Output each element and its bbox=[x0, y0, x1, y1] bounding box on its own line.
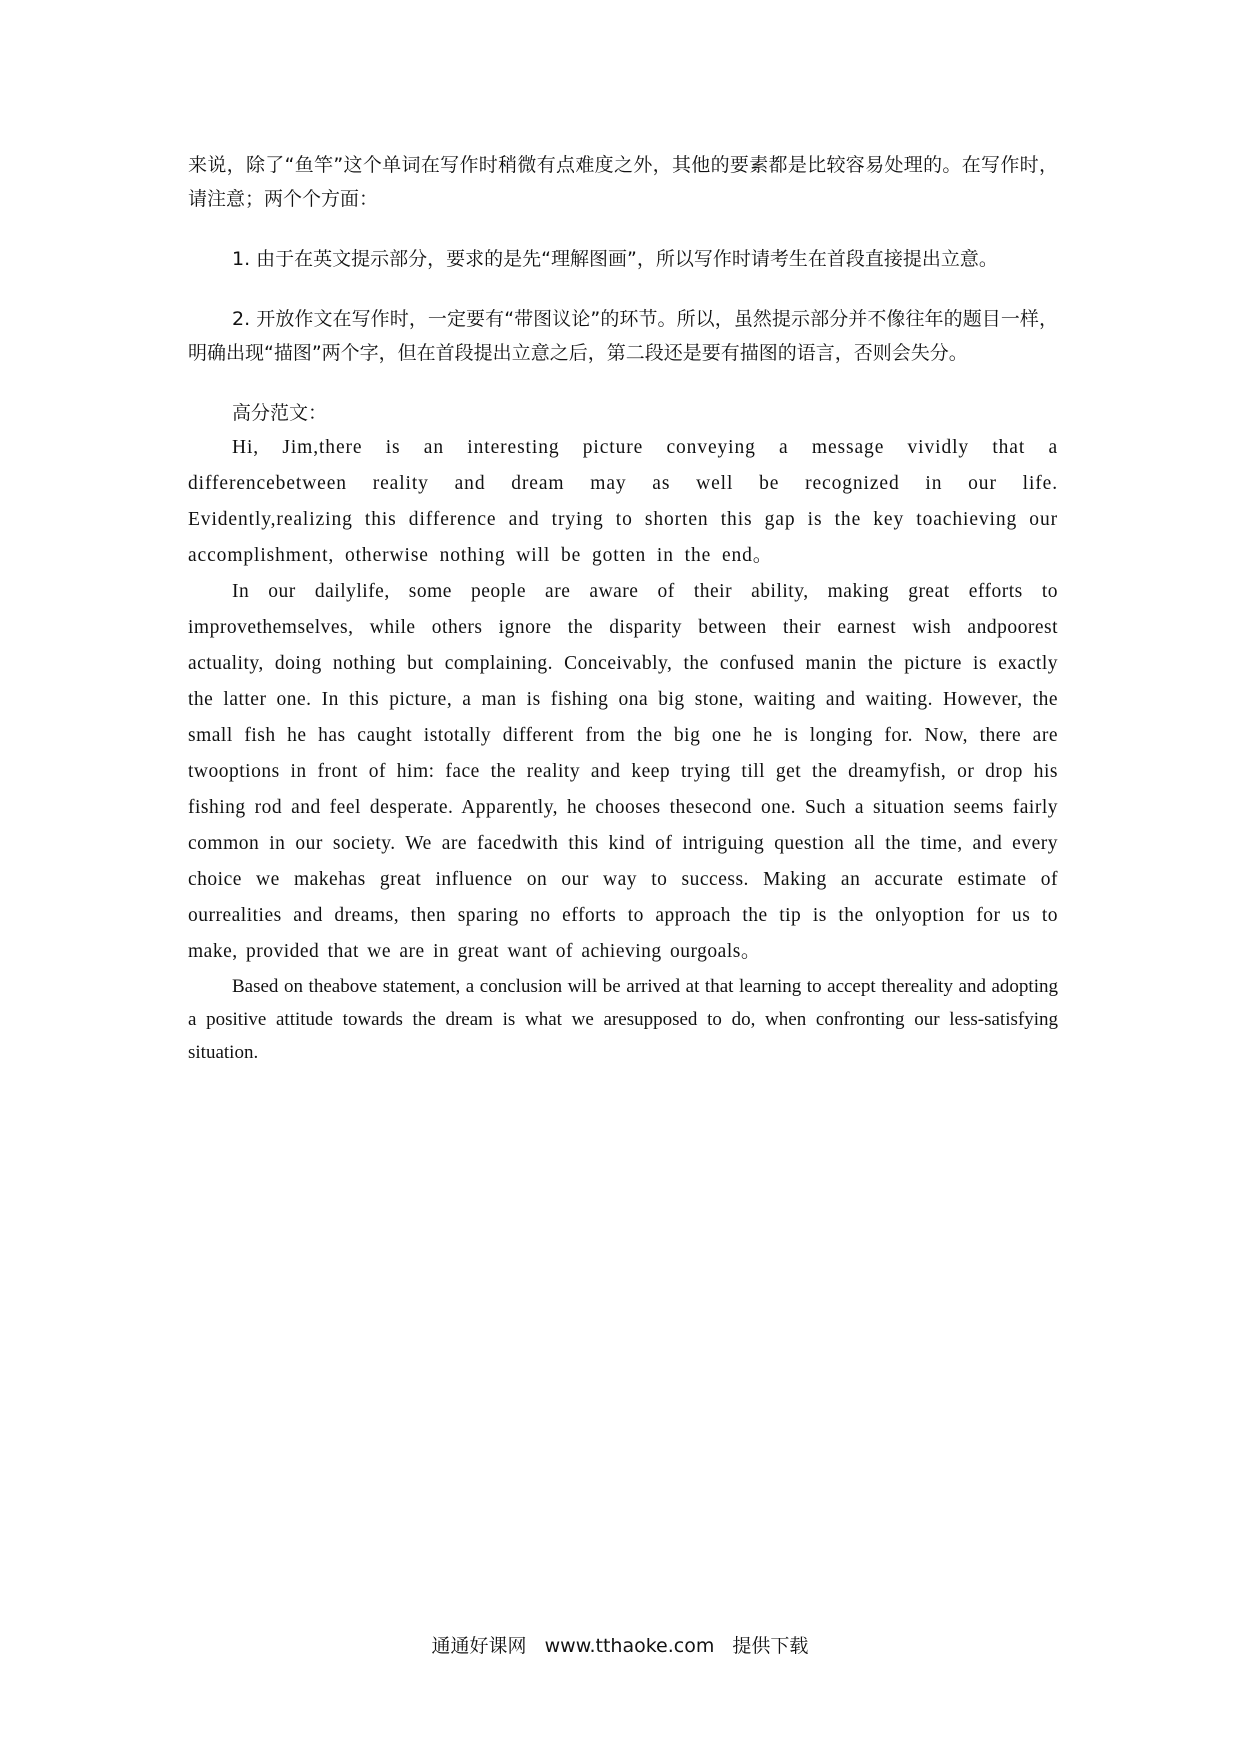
essay-paragraph-1: Hi, Jim,there is an interesting picture conveying a message vividly that a differencebetween reality and dream may as well be recognized in our life. Evidently,realizing this difference and trying to shorten this gap is the key toachieving our accomplishment, otherwise nothing will be gotten in the end。 bbox=[188, 437, 1058, 566]
footer-url: www.tthaoke.com bbox=[544, 1635, 715, 1657]
point-2-paragraph: 2. 开放作文在写作时，一定要有“带图议论”的环节。所以，虽然提示部分并不像往年的题目一样，明确出现“描图”两个字，但在首段提出立意之后，第二段还是要有描图的语言，否则会失分。 bbox=[188, 308, 1058, 364]
footer-suffix: 提供下载 bbox=[732, 1635, 809, 1657]
page-content bbox=[188, 148, 1058, 1069]
essay-paragraph-3: Based on theabove statement, a conclusion will be arrived at that learning to accept thereality and adopting a positive attitude towards the dream is what we aresupposed to do, when confronting our less-satisfying situation. bbox=[188, 976, 1058, 1063]
essay-paragraph-2: In our dailylife, some people are aware of their ability, making great efforts to improvethemselves, while others ignore the disparity between their earnest wish andpoorest actuality, doing nothing but complaining. Conceivably, the confused manin the picture is exactly the latter one. In this picture, a man is fishing ona big stone, waiting and waiting. However, the small fish he has caught istotally different from the big one he is longing for. Now, there are twooptions in front of him: face the reality and keep trying till get the dreamyfish, or drop his fishing rod and feel desperate. Apparently, he chooses thesecond one. Such a situation seems fairly common in our society. We are facedwith this kind of intriguing question all the time, and every choice we makehas great influence on our way to success. Making an accurate estimate of ourrealities and dreams, then sparing no efforts to approach the tip is the onlyoption for us to make, provided that we are in great want of achieving ourgoals。 bbox=[188, 581, 1058, 962]
page-footer bbox=[0, 1631, 1240, 1658]
intro-paragraph: 来说，除了“鱼竿”这个单词在写作时稍微有点难度之外，其他的要素都是比较容易处理的。在写作时，请注意；两个个方面： bbox=[188, 154, 1058, 210]
footer-site-name: 通通好课网 bbox=[431, 1635, 527, 1657]
sample-essay-heading: 高分范文： bbox=[232, 402, 328, 424]
point-1-paragraph: 1. 由于在英文提示部分，要求的是先“理解图画”，所以写作时请考生在首段直接提出立意。 bbox=[232, 248, 998, 270]
